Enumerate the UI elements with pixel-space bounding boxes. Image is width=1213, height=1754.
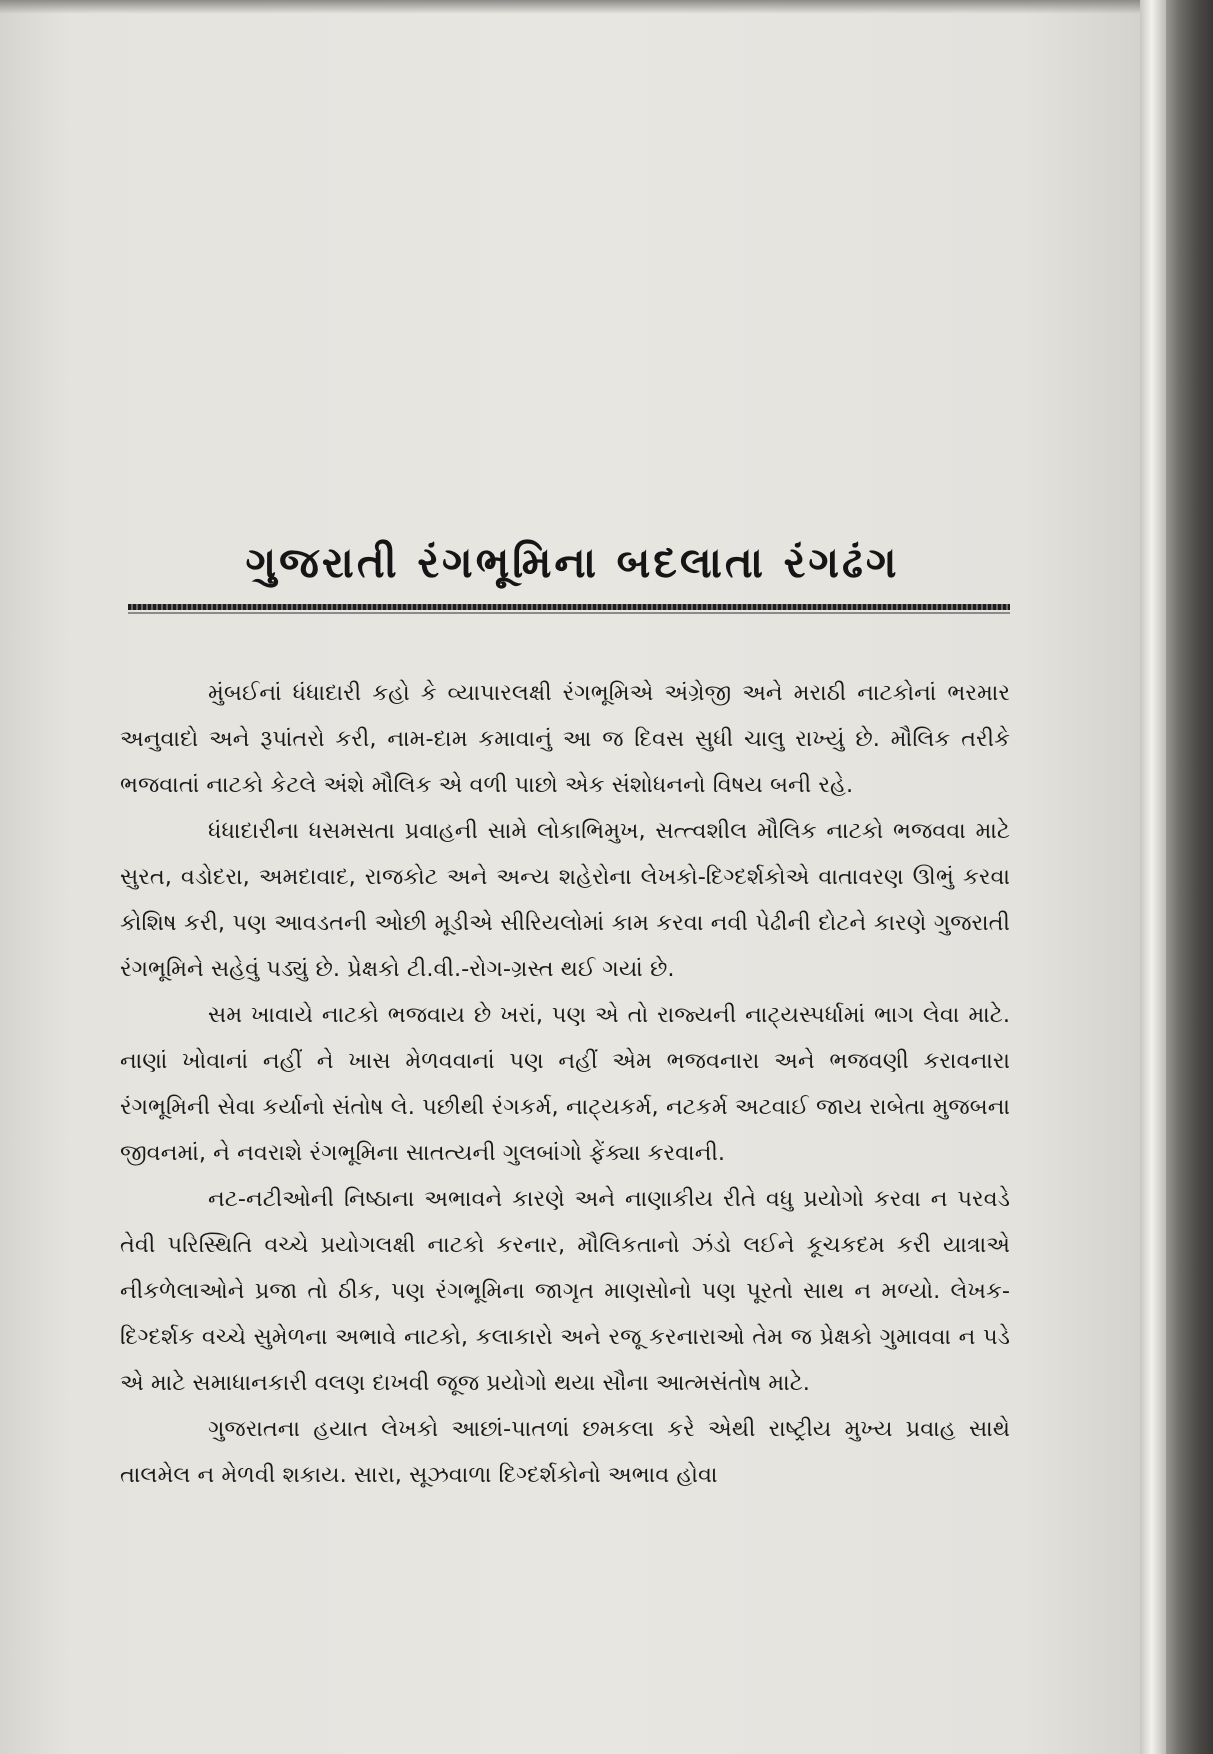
paragraph: ગુજરાતના હયાત લેખકો આછાં-પાતળાં છમકલા કરે એથી રાષ્ટ્રીય મુખ્ય પ્રવાહ સાથે તાલમેલ ન મેળવી શકાય. સારા, સૂઝવાળા દિગ્દર્શકોનો અભાવ હોવા <box>120 1416 1010 1488</box>
title-underline-thin <box>128 612 1010 614</box>
body-text <box>120 670 1010 1498</box>
paragraph: સમ ખાવાયે નાટકો ભજવાય છે ખરાં, પણ એ તો રાજ્યની નાટ્યસ્પર્ધામાં ભાગ લેવા માટે. નાણાં ખોવાનાં નહીં ને ખાસ મેળવવાનાં પણ નહીં એમ ભજવનારા અને ભજવણી કરાવનારા રંગભૂમિની સેવા કર્યાનો સંતોષ લે. પછીથી રંગકર્મ, નાટ્યકર્મ, નટકર્મ અટવાઈ જાય રાબેતા મુજબના જીવનમાં, ને નવરાશે રંગભૂમિના સાતત્યની ગુલબાંગો ફેંક્યા કરવાની. <box>120 1002 1010 1166</box>
page-top-shadow <box>0 0 1160 14</box>
paragraph: નટ-નટીઓની નિષ્ઠાના અભાવને કારણે અને નાણાકીય રીતે વધુ પ્રયોગો કરવા ન પરવડે તેવી પરિસ્થિતિ વચ્ચે પ્રયોગલક્ષી નાટકો કરનાર, મૌલિકતાનો ઝંડો લઈને કૂચકદમ કરી યાત્રાએ નીકળેલાઓને પ્રજા તો ઠીક, પણ રંગભૂમિના જાગૃત માણસોનો પણ પૂરતો સાથ ન મળ્યો. લેખક-દિગ્દર્શક વચ્ચે સુમેળના અભાવે નાટકો, કલાકારો અને રજૂ કરનારાઓ તેમ જ પ્રેક્ષકો ગુમાવવા ન પડે એ માટે સમાધાનકારી વલણ દાખવી જૂજ પ્રયોગો થયા સૌના આત્મસંતોષ માટે. <box>120 1186 1010 1396</box>
chapter-title: ગુજરાતી રંગભૂમિના બદલાતા રંગઢંગ <box>245 538 900 587</box>
title-underline <box>128 604 1010 610</box>
book-spine <box>1166 0 1213 1754</box>
paragraph: મુંબઈનાં ધંધાદારી કહો કે વ્યાપારલક્ષી રંગભૂમિએ અંગ્રેજી અને મરાઠી નાટકોનાં ભરમાર અનુવાદો અને રૂપાંતરો કરી, નામ-દામ કમાવાનું આ જ દિવસ સુધી ચાલુ રાખ્યું છે. મૌલિક તરીકે ભજવાતાં નાટકો કેટલે અંશે મૌલિક એ વળી પાછો એક સંશોધનનો વિષય બની રહે. <box>120 680 1010 798</box>
paragraph: ધંધાદારીના ધસમસતા પ્રવાહની સામે લોકાભિમુખ, સત્ત્વશીલ મૌલિક નાટકો ભજવવા માટે સુરત, વડોદરા, અમદાવાદ, રાજકોટ અને અન્ય શહેરોના લેખકો-દિગ્દર્શકોએ વાતાવરણ ઊભું કરવા કોશિષ કરી, પણ આવડતની ઓછી મૂડીએ સીરિયલોમાં કામ કરવા નવી પેઢીની દોટને કારણે ગુજરાતી રંગભૂમિને સહેવું પડ્યું છે. પ્રેક્ષકો ટી.વી.-રોગ-ગ્રસ્ત થઈ ગયાં છે. <box>120 818 1010 982</box>
page-edge <box>1140 0 1166 1754</box>
